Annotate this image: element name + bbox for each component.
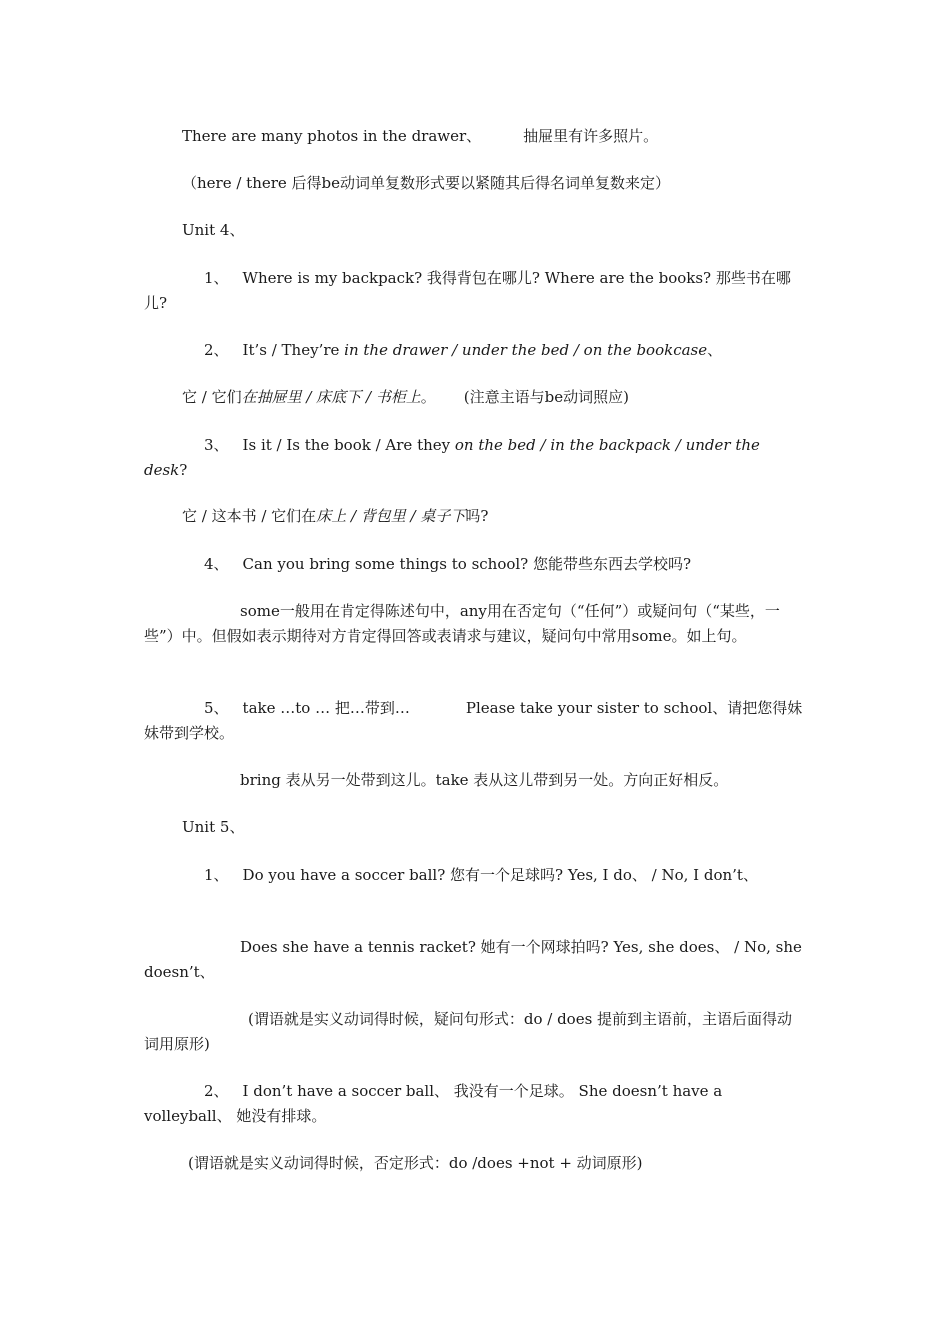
note-here-there: （here / there 后得be动词单复数形式要以紧随其后得名词单复数来定） [182, 174, 671, 192]
unit4-item-3-places: on the bed / in the backpack / under the desk [144, 436, 760, 479]
unit5-item-1-second: Does she have a tennis racket? 她有一个网球拍吗? Yes, she does、 / No, she doesn’t、 [144, 938, 802, 981]
unit4-item-3-translation-end: 吗? [465, 507, 489, 525]
unit4-item-4-number: 4、 [204, 555, 229, 573]
note-some-any: some一般用在肯定得陈述句中，any用在否定句（“任何”）或疑问句（“某些，一些”）中。但假如表示期待对方肯定得回答或表请求与建议，疑问句中常用some。如上句。 [144, 602, 780, 645]
unit5-heading: Unit 5、 [182, 818, 245, 836]
unit4-item-2-note: (注意主语与be动词照应) [463, 388, 629, 406]
unit5-item-2-text: I don’t have a soccer ball、 我没有一个足球。 She doesn’t have a volleyball、 她没有排球。 [144, 1082, 723, 1125]
unit4-item-3-end: ? [179, 461, 188, 479]
unit4-heading: Unit 4、 [182, 221, 245, 239]
sentence-photos [144, 124, 804, 149]
unit4-item-4-text: Can you bring some things to school? 您能带些东西去学校吗? [242, 555, 692, 573]
unit4-item-5-text: Please take your sister to school、请把您得妹妹带到学校。 [144, 699, 803, 742]
unit4-item-3-translation-lead: 它 / 这本书 / 它们在 [182, 507, 317, 525]
unit5-item-1 [144, 863, 804, 888]
unit4-item-1 [144, 266, 804, 316]
unit4-item-2-translation-lead: 它 / 它们 [182, 388, 242, 406]
sentence-photos-chinese: 抽屉里有许多照片。 [523, 127, 659, 145]
unit4-item-3 [144, 433, 804, 483]
unit4-item-2-number: 2、 [204, 341, 229, 359]
unit5-item-2-number: 2、 [204, 1082, 229, 1100]
unit4-item-4 [144, 552, 804, 577]
unit4-item-1-text: Where is my backpack? 我得背包在哪儿? Where are the books? 那些书在哪儿? [144, 269, 791, 312]
note-question-form: (谓语就是实义动词得时候，疑问句形式：do / does 提前到主语前，主语后面得动词用原形) [144, 1010, 793, 1053]
note-negative-form: (谓语就是实义动词得时候，否定形式：do /does +not + 动词原形) [188, 1154, 643, 1172]
unit4-item-2-places: in the drawer / under the bed / on the bookcase [344, 341, 708, 359]
note-bring-take: bring 表从另一处带到这儿。take 表从这儿带到另一处。方向正好相反。 [240, 771, 729, 789]
unit4-item-3-number: 3、 [204, 436, 229, 454]
unit5-item-1-text: Do you have a soccer ball? 您有一个足球吗? Yes, I do、 / No, I don’t、 [242, 866, 758, 884]
unit4-item-2 [144, 338, 804, 363]
unit4-item-3-translation [144, 504, 804, 529]
sentence-photos-english: There are many photos in the drawer、 [182, 127, 482, 145]
unit4-item-2-lead: It’s / They’re [242, 341, 340, 359]
unit4-item-1-number: 1、 [204, 269, 229, 287]
unit4-item-2-translation [144, 385, 804, 410]
unit4-item-2-translation-places: 在抽屉里 / 床底下 / 书柜上 [241, 388, 421, 406]
unit4-item-5 [144, 696, 804, 746]
unit5-item-2 [144, 1079, 804, 1129]
unit4-item-3-translation-places: 床上 / 背包里 / 桌子下 [316, 507, 466, 525]
unit4-item-3-lead: Is it / Is the book / Are they [242, 436, 451, 454]
unit4-item-2-translation-end: 。 [420, 388, 436, 406]
unit4-item-2-tail: 、 [707, 341, 723, 359]
unit5-item-1-number: 1、 [204, 866, 229, 884]
unit4-item-5-number: 5、 [204, 699, 229, 717]
unit4-item-5-pattern: take …to … 把…带到… [242, 699, 410, 717]
